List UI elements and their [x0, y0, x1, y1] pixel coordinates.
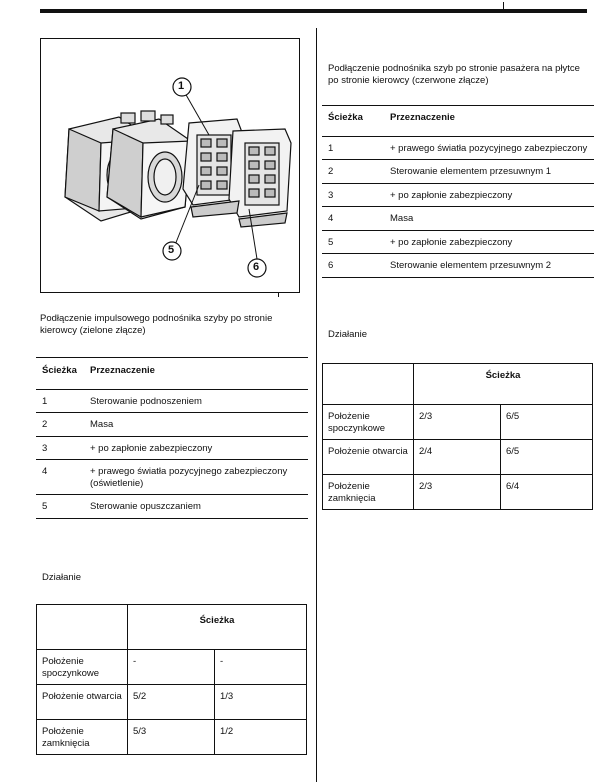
left-intro: Podłączenie impulsowego podnośnika szyby po stronie kierowcy (zielone złącze) — [40, 313, 273, 336]
path-value: 5/3 — [133, 726, 147, 737]
pin-number: 2 — [328, 166, 334, 177]
header-path: Ścieżka — [485, 370, 521, 381]
header-desc: Przeznaczenie — [90, 365, 155, 376]
header-pin: Ścieżka — [42, 365, 77, 376]
pin-description: Sterowanie elementem przesuwnym 1 — [390, 166, 552, 177]
left-operation-heading: Działanie — [42, 572, 82, 583]
table-row — [322, 230, 594, 254]
table-row — [36, 460, 308, 495]
path-value: 6/4 — [506, 481, 520, 492]
header-path: Ścieżka — [199, 615, 235, 626]
figure-tick — [278, 293, 279, 297]
empty-header-cell — [37, 605, 128, 650]
header-pin: Ścieżka — [328, 112, 363, 123]
table-row — [323, 440, 593, 475]
position-label: Położenie spoczynkowe — [42, 656, 100, 679]
header-desc: Przeznaczenie — [390, 112, 455, 123]
table-header-row — [322, 106, 594, 137]
right-pin-table — [322, 105, 594, 278]
path-value: - — [220, 656, 224, 667]
pin-number: 5 — [328, 236, 334, 248]
position-label: Położenie otwarcia — [328, 446, 408, 457]
table-header-row — [37, 605, 307, 650]
path-value: 6/5 — [506, 446, 520, 457]
pin-number: 6 — [328, 260, 334, 271]
table-row — [37, 650, 307, 685]
path-value: 5/2 — [133, 691, 147, 702]
pin-description: + prawego światła pozycyjnego zabezpieczony (oświetlenie) — [90, 466, 288, 489]
table-row — [36, 495, 308, 519]
table-header-row — [36, 358, 308, 390]
pin-number: 3 — [328, 189, 334, 201]
empty-header-cell — [323, 364, 414, 405]
pin-number: 1 — [328, 142, 334, 154]
table-row — [322, 183, 594, 207]
path-value: 1/2 — [220, 726, 234, 737]
right-operation-table — [322, 363, 593, 510]
table-row — [323, 475, 593, 510]
pin-description: + po zapłonie zabezpieczony — [90, 442, 213, 454]
pin-description: Sterowanie podnoszeniem — [90, 395, 202, 407]
callout-5: 5 — [168, 244, 175, 256]
pin-description: Masa — [390, 213, 414, 224]
pin-description: Masa — [90, 419, 114, 430]
pin-number: 3 — [42, 442, 48, 454]
path-value: 1/3 — [220, 691, 234, 702]
right-intro: Podłączenie podnośnika szyb po stronie pasażera na płytce po stronie kierowcy (czerwone złącze) — [328, 63, 580, 86]
table-row — [36, 389, 308, 413]
pin-description: + prawego światła pozycyjnego zabezpieczony — [390, 142, 588, 154]
table-row — [323, 405, 593, 440]
pin-description: + po zapłonie zabezpieczony — [390, 236, 513, 248]
pin-number: 2 — [42, 419, 48, 430]
left-operation-table — [36, 604, 307, 755]
table-row — [37, 685, 307, 720]
right-operation-heading: Działanie — [328, 329, 368, 340]
callout-1: 1 — [178, 80, 185, 92]
table-row — [322, 207, 594, 231]
path-value: - — [133, 656, 137, 667]
pin-description: Sterowanie elementem przesuwnym 2 — [390, 260, 552, 271]
position-label: Położenie otwarcia — [42, 691, 122, 702]
path-value: 2/4 — [419, 446, 433, 457]
table-row — [36, 413, 308, 437]
pin-number: 4 — [42, 466, 48, 477]
column-divider — [316, 28, 317, 782]
table-header-row — [323, 364, 593, 405]
position-label: Położenie zamknięcia — [42, 726, 90, 749]
header-tick — [503, 2, 504, 12]
pin-description: Sterowanie opuszczaniem — [90, 501, 201, 512]
connector-figure — [40, 38, 300, 293]
path-value: 2/3 — [419, 481, 433, 492]
table-row — [322, 160, 594, 184]
pin-description: + po zapłonie zabezpieczony — [390, 189, 513, 201]
table-row — [37, 720, 307, 755]
position-label: Położenie spoczynkowe — [328, 411, 386, 434]
header-rule — [40, 9, 587, 13]
position-label: Położenie zamknięcia — [328, 481, 376, 504]
left-pin-table — [36, 357, 308, 519]
table-row — [36, 436, 308, 460]
table-row — [322, 136, 594, 160]
path-value: 6/5 — [506, 411, 520, 422]
table-row — [322, 254, 594, 278]
pin-number: 1 — [42, 395, 48, 407]
pin-number: 5 — [42, 501, 48, 512]
path-value: 2/3 — [419, 411, 433, 422]
callout-6: 6 — [253, 261, 260, 273]
pin-number: 4 — [328, 213, 334, 224]
